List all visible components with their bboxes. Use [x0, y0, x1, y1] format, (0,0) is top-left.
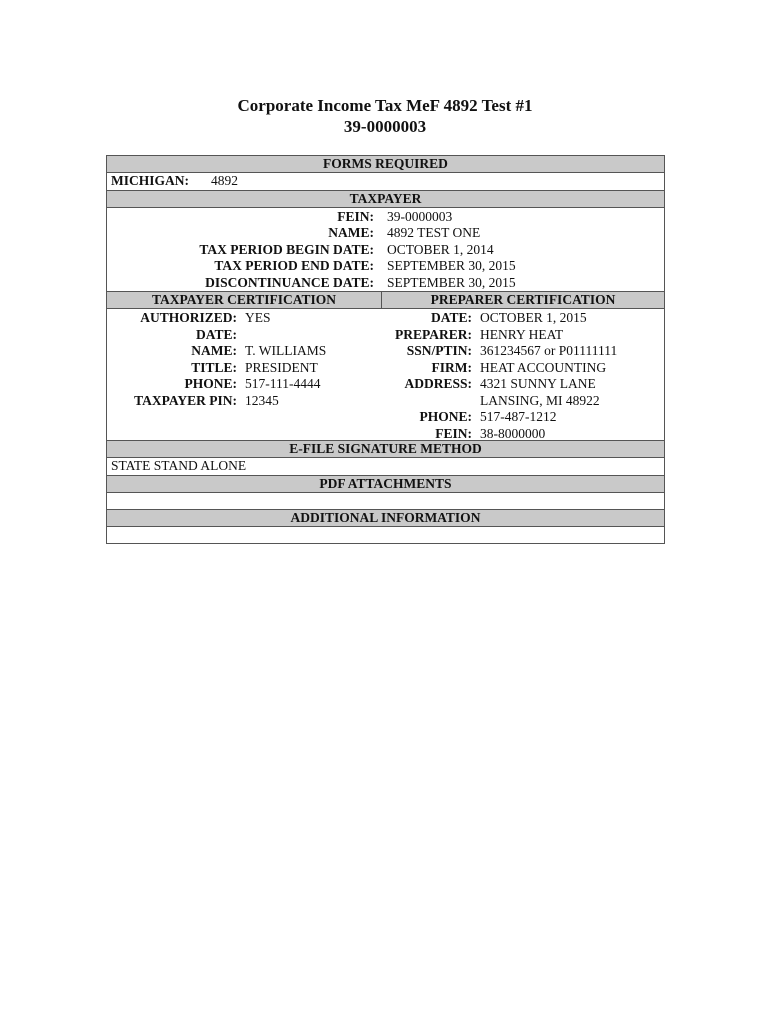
- efile-value: STATE STAND ALONE: [111, 458, 247, 473]
- prep-cert-row: [382, 360, 664, 377]
- taxpayer-row: [107, 275, 664, 292]
- tp-date-label: DATE:: [195, 326, 237, 342]
- tp-title-label: TITLE:: [191, 359, 237, 375]
- taxpayer-section: [107, 208, 664, 292]
- discontinuance-value: SEPTEMBER 30, 2015: [387, 274, 516, 290]
- michigan-label: MICHIGAN:: [111, 173, 189, 188]
- michigan-value: 4892: [211, 173, 238, 188]
- prep-phone-value: 517-487-1212: [480, 409, 557, 424]
- prep-cert-row: [382, 310, 664, 327]
- period-end-value: SEPTEMBER 30, 2015: [387, 258, 516, 273]
- tp-cert-row: [107, 376, 381, 393]
- tp-cert-row: [107, 327, 381, 344]
- address-label: ADDRESS:: [404, 376, 472, 391]
- period-end-label: TAX PERIOD END DATE:: [214, 258, 374, 273]
- taxpayer-row: [107, 258, 664, 275]
- document-subtitle: 39-0000003: [343, 117, 427, 136]
- period-begin-label: TAX PERIOD BEGIN DATE:: [199, 241, 374, 257]
- prep-phone-label: PHONE:: [419, 409, 472, 424]
- fein-value: 39-0000003: [387, 208, 453, 224]
- prep-date-value: OCTOBER 1, 2015: [480, 310, 587, 325]
- prep-cert-row: [382, 409, 664, 426]
- prep-cert-row: [382, 343, 664, 360]
- additional-information-body: [107, 527, 664, 543]
- certification-section: [107, 309, 664, 440]
- prep-fein-label: FEIN:: [435, 425, 472, 441]
- ssn-ptin-value: 361234567 or P01111111: [480, 343, 618, 358]
- pdf-attachments-header: PDF ATTACHMENTS: [107, 475, 664, 493]
- tp-title-value: PRESIDENT: [245, 359, 318, 375]
- prep-fein-value: 38-8000000: [480, 425, 546, 441]
- tp-cert-row: [107, 360, 381, 377]
- preparer-label: PREPARER:: [395, 326, 472, 342]
- authorized-label: AUTHORIZED:: [140, 310, 237, 325]
- tp-pin-label: TAXPAYER PIN:: [134, 392, 237, 408]
- taxpayer-row: [107, 242, 664, 259]
- preparer-certification-header: PREPARER CERTIFICATION: [382, 292, 664, 308]
- period-begin-value: OCTOBER 1, 2014: [387, 241, 494, 257]
- tp-name-value: T. WILLIAMS: [245, 343, 327, 358]
- ssn-ptin-label: SSN/PTIN:: [406, 343, 472, 358]
- certification-headers: [107, 291, 664, 309]
- efile-signature-header: E-FILE SIGNATURE METHOD: [107, 440, 664, 458]
- forms-required-header: FORMS REQUIRED: [107, 156, 664, 173]
- prep-cert-row: [382, 426, 664, 443]
- prep-cert-row: [382, 393, 664, 410]
- preparer-value: HENRY HEAT: [480, 326, 564, 342]
- prep-date-label: DATE:: [430, 310, 472, 325]
- tp-cert-row: [107, 393, 381, 410]
- tp-cert-row: [107, 343, 381, 360]
- document-title: Corporate Income Tax MeF 4892 Test #1: [237, 96, 533, 115]
- tp-phone-label: PHONE:: [184, 376, 237, 391]
- name-value: 4892 TEST ONE: [387, 225, 481, 240]
- tp-cert-row: [107, 310, 381, 327]
- fein-label: FEIN:: [337, 208, 374, 224]
- tp-phone-value: 517-111-4444: [245, 376, 321, 391]
- taxpayer-row: [107, 225, 664, 242]
- preparer-certification-column: [382, 310, 664, 442]
- prep-cert-row: [382, 376, 664, 393]
- prep-cert-row: [382, 327, 664, 344]
- taxpayer-certification-header: TAXPAYER CERTIFICATION: [107, 292, 382, 308]
- tax-form-table: [106, 155, 665, 544]
- additional-information-header: ADDITIONAL INFORMATION: [107, 509, 664, 527]
- tp-name-label: NAME:: [191, 343, 237, 358]
- name-label: NAME:: [328, 225, 374, 240]
- taxpayer-row: [107, 209, 664, 226]
- firm-label: FIRM:: [431, 359, 472, 375]
- pdf-attachments-body: [107, 493, 664, 509]
- address-line2-value: LANSING, MI 48922: [480, 392, 600, 408]
- address-line1-value: 4321 SUNNY LANE: [480, 376, 596, 391]
- efile-row: [107, 458, 664, 475]
- forms-required-row: [107, 173, 664, 190]
- firm-value: HEAT ACCOUNTING: [480, 359, 607, 375]
- discontinuance-label: DISCONTINUANCE DATE:: [205, 274, 374, 290]
- taxpayer-certification-column: [107, 310, 381, 409]
- taxpayer-header: TAXPAYER: [107, 190, 664, 208]
- tp-pin-value: 12345: [245, 392, 279, 408]
- authorized-value: YES: [245, 310, 271, 325]
